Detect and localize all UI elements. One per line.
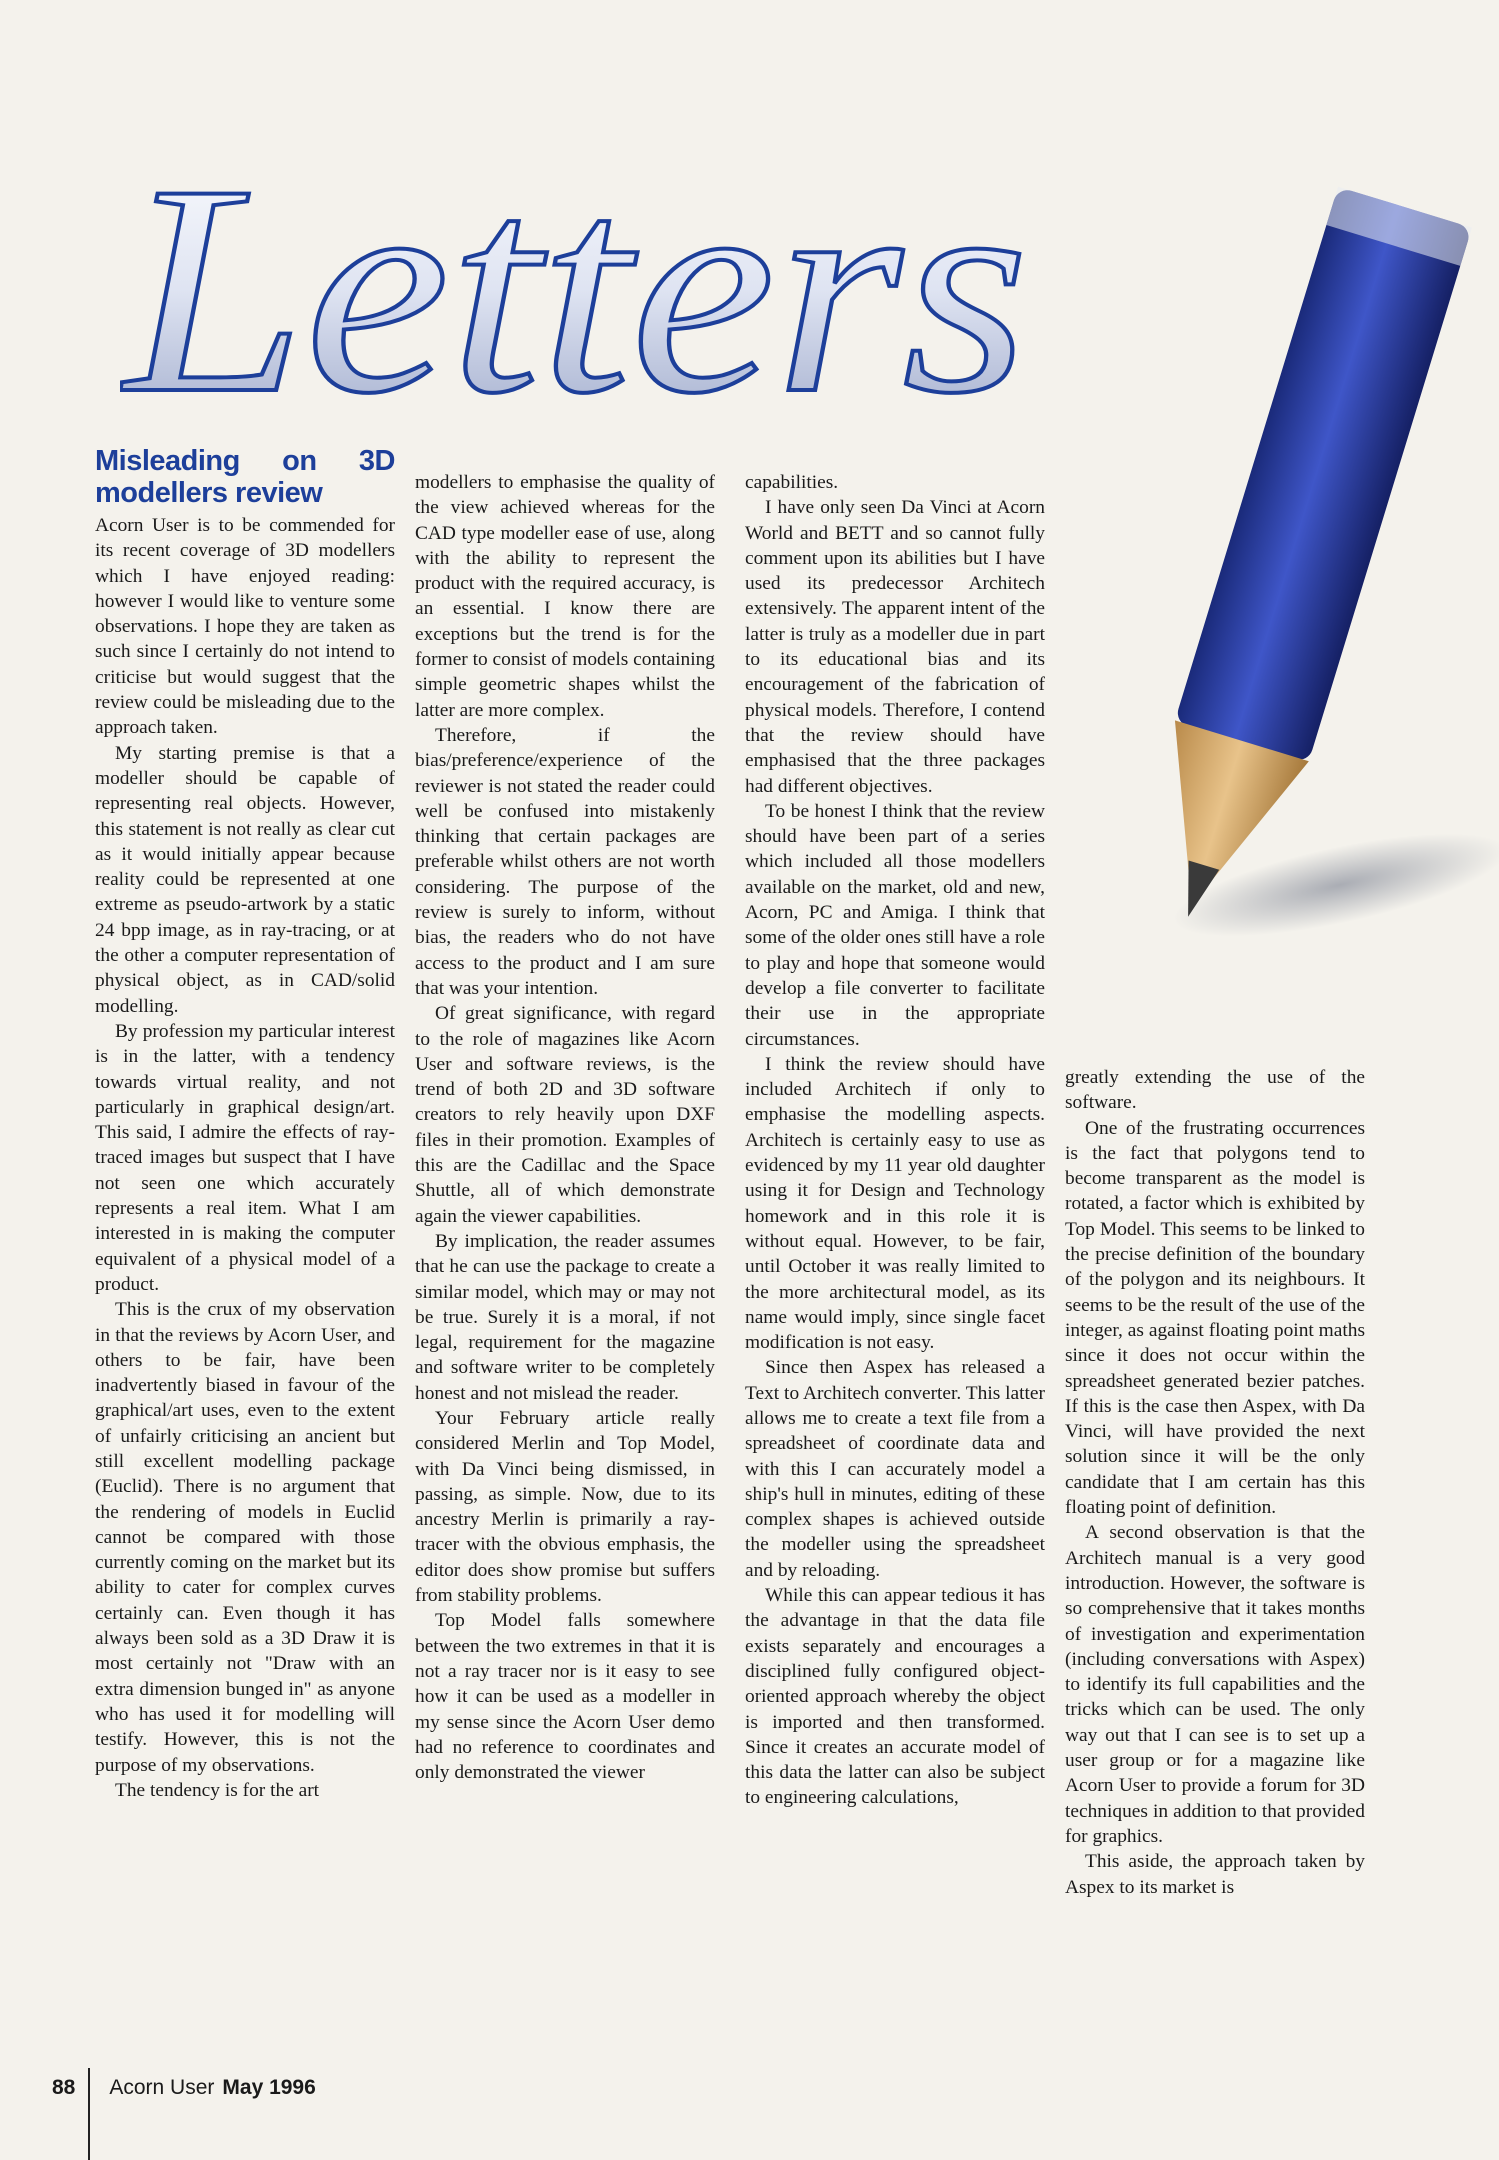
article-column-4 [1065, 1065, 1365, 1900]
issue-date: May 1996 [222, 2076, 316, 2099]
paragraph: modellers to emphasise the quality of the view achieved whereas for the CAD type modeller ease of use, along with the ability to represent the product with the required accuracy, is an essential. I know there are exceptions but the trend is for the former to consist of models containing simple geometric shapes whilst the latter are more complex. [415, 472, 715, 721]
paragraph: Of great significance, with regard to the role of magazines like Acorn User and software reviews, is the trend of both 2D and 3D software creators to rely heavily upon DXF files in their promotion. Examples of this are the Cadillac and the Space Shuttle, all of which demonstrate again the viewer capabilities. [415, 1003, 715, 1227]
title-text: Letters [120, 150, 1029, 420]
article-column-2 [415, 470, 715, 1785]
paragraph: While this can appear tedious it has the advantage in that the data file exists separately and encourages a disciplined fully configured object-oriented approach whereby the object is imported and then transformed. Since it creates an accurate model of this data the latter can also be subject to engineering calculations, [745, 1585, 1045, 1809]
page-number: 88 [52, 2076, 76, 2099]
paragraph: This is the crux of my observation in that the reviews by Acorn User, and others to be fair, have been inadvertently biased in favour of the graphical/art uses, even to the extent of unfairly criticising an ancient but still excellent modelling package (Euclid). There is no argument that the rendering of models in Euclid cannot be compared with those currently coming on the market but its ability to cater for complex curves certainly can. Even though it has always been sold as a 3D Draw it is most certainly not "Draw with an extra dimension bunged in" as anyone who has used it for modelling will testify. However, this is not the purpose of my observations. [95, 1299, 395, 1776]
title-lettering [120, 150, 1040, 420]
paragraph: The tendency is for the art [115, 1779, 320, 1801]
paragraph: A second observation is that the Architech manual is a very good introduction. However, the software is so comprehensive that it takes months of investigation and experimentation (including conversations with Aspex) to identify its full capabilities and the tricks which can be used. The only way out that I can see is to set up a user group or for a magazine like Acorn User to provide a forum for 3D techniques in addition to that provided for graphics. [1065, 1522, 1365, 1847]
article-column-3 [745, 470, 1045, 1811]
article-headline: Misleading on 3D modellers review [95, 445, 395, 509]
paragraph: Your February article really considered Merlin and Top Model, with Da Vinci being dismissed, in passing, as simple. Now, due to its ancestry Merlin is primarily a ray-tracer with the obvious emphasis, the editor does show promise but suffers from stability problems. [415, 1407, 715, 1607]
paragraph: Since then Aspex has released a Text to Architech converter. This latter allows me to create a text file from a spreadsheet of coordinate data and with this I can accurately model a ship's hull in minutes, editing of these complex shapes is achieved outside the modeller using the spreadsheet and by reloading. [745, 1357, 1045, 1581]
page-title [120, 150, 1040, 420]
paragraph: By implication, the reader assumes that he can use the package to create a similar model, which may or may not be true. Surely it is a moral, if not legal, requirement for the magazine and software writer to be completely honest and not mislead the reader. [415, 1230, 715, 1404]
paragraph: One of the frustrating occurrences is the fact that polygons tend to become transparent as the model is rotated, a factor which is exhibited by Top Model. This seems to be linked to the precise definition of the boundary of the polygon and its neighbours. It seems to be the result of the use of the integer, as against floating point maths since it does not occur within the spreadsheet generated bezier patches. If this is the case then Aspex, with Da Vinci, will have provided the next solution since it will be the only candidate that I am certain has this floating point of definition. [1065, 1117, 1365, 1519]
paragraph: capabilities. [745, 472, 839, 493]
paragraph: My starting premise is that a modeller should be capable of representing real objects. However, this statement is not really as clear cut as it would initially appear because reality could be represented at one extreme as pseudo-artwork by a static 24 bpp image, as in ray-tracing, or at the other a computer representation of physical object, as in CAD/solid modelling. [95, 742, 395, 1017]
paragraph: I have only seen Da Vinci at Acorn World and BETT and so cannot fully comment upon its abilities but I have used its predecessor Architech extensively. The apparent intent of the latter is truly as a modeller due in part to its educational bias and its encouragement of the fabrication of physical models. Therefore, I contend that the review should have emphasised that the three packages had different objectives. [745, 497, 1045, 797]
page-footer [52, 2068, 316, 2108]
magazine-name: Acorn User [109, 2076, 215, 2099]
paragraph: This aside, the approach taken by Aspex to its market is [1065, 1851, 1365, 1898]
paragraph: Acorn User is to be commended for its recent coverage of 3D modellers which I have enjoyed reading: however I would like to venture some observations. I hope they are taken as such since I certainly do not intend to criticise but would suggest that the review could be misleading due to the approach taken. [95, 515, 395, 739]
article-column-1 [95, 445, 395, 1803]
paragraph: By profession my particular interest is in the latter, with a tendency towards virtual reality, and not particularly in graphical design/art. This said, I admire the effects of ray-traced images but suspect that I have not seen one which accurately represents a real item. What I am interested in is making the computer equivalent of a physical model of a product. [95, 1020, 395, 1295]
pencil-illustration [1080, 150, 1499, 980]
paragraph: Therefore, if the bias/preference/experience of the reviewer is not stated the reader could well be confused into mistakenly thinking that certain packages are preferable whilst others are not worth considering. The purpose of the review is surely to inform, without bias, the readers who do not have access to the product and I am sure that was your intention. [415, 724, 715, 999]
paragraph: greatly extending the use of the software. [1065, 1067, 1365, 1114]
paragraph: To be honest I think that the review should have been part of a series which included all those modellers available on the market, old and new, Acorn, PC and Amiga. I think that some of the older ones still have a role to play and hope that someone would develop a file converter to facilitate their use in the appropriate circumstances. [745, 800, 1045, 1050]
footer-divider [88, 2068, 90, 2160]
paragraph: I think the review should have included Architech if only to emphasise the modelling aspects. Architech is certainly easy to use as evidenced by my 11 year old daughter using it for Design and Technology homework and in this role it is without equal. However, to be fair, until October it was really limited to the more architectural model, as its name would imply, since single facet modification is not easy. [745, 1053, 1045, 1354]
paragraph: Top Model falls somewhere between the two extremes in that it is not a ray tracer nor is it easy to see how it can be used as a modeller in my sense since the Acorn User demo had no reference to coordinates and only demonstrated the viewer [415, 1610, 715, 1784]
